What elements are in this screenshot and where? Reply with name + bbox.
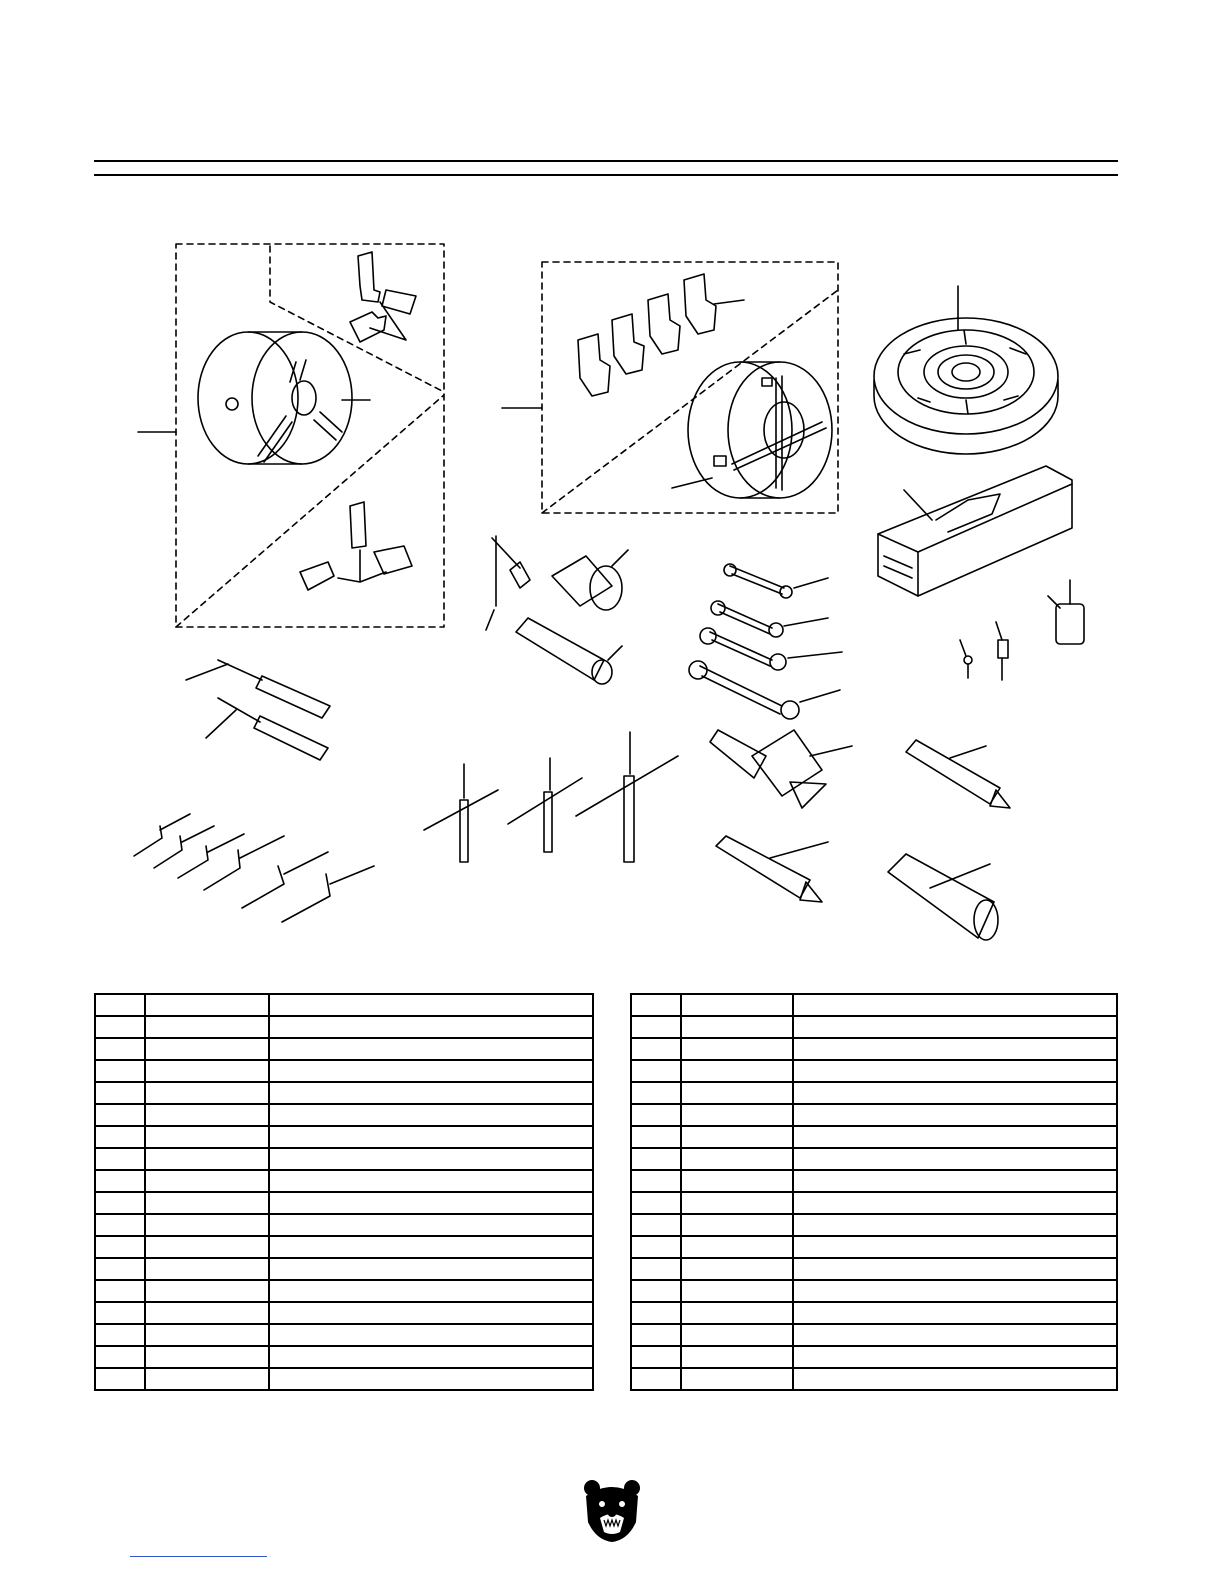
table-cell (631, 1016, 681, 1038)
table-cell (269, 1060, 593, 1082)
table-cell (145, 1148, 269, 1170)
jaws-icon (300, 502, 412, 590)
drill-chuck-icon (552, 550, 628, 610)
table-row (95, 1170, 593, 1192)
table-cell (95, 1016, 145, 1038)
table-row (631, 1280, 1117, 1302)
table-cell (631, 1214, 681, 1236)
table-header-cell (269, 994, 593, 1016)
table-cell (95, 1258, 145, 1280)
table-cell (631, 1060, 681, 1082)
table-cell (631, 1258, 681, 1280)
table-cell (269, 1148, 593, 1170)
dashed-box-3-jaw (176, 244, 444, 627)
table-row (95, 1302, 593, 1324)
table-row (95, 1258, 593, 1280)
table-cell (793, 1082, 1117, 1104)
dashed-divider-4-jaw (542, 290, 838, 513)
sleeve-icon (888, 854, 998, 940)
table-row (631, 1258, 1117, 1280)
table-cell (631, 1082, 681, 1104)
table-cell (269, 1236, 593, 1258)
table-cell (95, 1346, 145, 1368)
bear-logo-icon (580, 1478, 644, 1542)
table-cell (145, 1016, 269, 1038)
table-cell (631, 1324, 681, 1346)
table-cell (95, 1104, 145, 1126)
table-cell (95, 1324, 145, 1346)
table-cell (269, 1104, 593, 1126)
table-row (631, 1104, 1117, 1126)
table-cell (95, 1060, 145, 1082)
table-row (95, 1126, 593, 1148)
table-cell (269, 1192, 593, 1214)
table-cell (793, 1126, 1117, 1148)
table-cell (269, 1368, 593, 1390)
table-row (631, 1324, 1117, 1346)
hex-wrenches-icon (134, 814, 374, 922)
table-row (95, 1082, 593, 1104)
table-cell (145, 1082, 269, 1104)
table-row (631, 1082, 1117, 1104)
table-cell (145, 1170, 269, 1192)
table-row (95, 1236, 593, 1258)
screwdrivers-icon (186, 660, 330, 760)
table-cell (145, 1192, 269, 1214)
table-cell (793, 1104, 1117, 1126)
table-cell (269, 1302, 593, 1324)
table-cell (145, 1258, 269, 1280)
table-cell (269, 1126, 593, 1148)
table-cell (145, 1104, 269, 1126)
table-cell (95, 1126, 145, 1148)
footer-link[interactable] (130, 1556, 267, 1557)
table-cell (95, 1280, 145, 1302)
parts-table-right (630, 993, 1118, 1391)
table-cell (631, 1302, 681, 1324)
table-cell (793, 1148, 1117, 1170)
table-cell (95, 1082, 145, 1104)
reverse-jaws-icon (350, 252, 416, 342)
table-cell (793, 1280, 1117, 1302)
table-cell (681, 1170, 793, 1192)
3-jaw-chuck-group (138, 244, 444, 627)
table-row (631, 1368, 1117, 1390)
table-cell (95, 1192, 145, 1214)
table-row (631, 1126, 1117, 1148)
table-cell (145, 1038, 269, 1060)
table-header-row (95, 994, 593, 1016)
toolbox-icon (878, 466, 1072, 596)
table-cell (95, 1214, 145, 1236)
table-row (631, 1148, 1117, 1170)
arbor-icon (516, 618, 622, 684)
table-cell (793, 1214, 1117, 1236)
3-jaw-chuck-icon (198, 332, 370, 464)
table-cell (631, 1170, 681, 1192)
table-header-cell (95, 994, 145, 1016)
clamp-bolt-icon (996, 622, 1008, 680)
table-cell (631, 1346, 681, 1368)
table-cell (269, 1346, 593, 1368)
table-row (95, 1368, 593, 1390)
table-cell (681, 1368, 793, 1390)
table-cell (681, 1258, 793, 1280)
table-cell (793, 1236, 1117, 1258)
table-header-row (631, 994, 1117, 1016)
parts-table-left (94, 993, 594, 1391)
table-row (631, 1214, 1117, 1236)
table-cell (793, 1258, 1117, 1280)
table-cell (95, 1170, 145, 1192)
chuck-key-icon (486, 536, 530, 630)
table-cell (793, 1060, 1117, 1082)
table-row (631, 1016, 1117, 1038)
table-cell (269, 1324, 593, 1346)
dead-center-icon (906, 740, 1010, 808)
table-cell (269, 1016, 593, 1038)
table-row (95, 1192, 593, 1214)
table-cell (631, 1038, 681, 1060)
table-cell (793, 1016, 1117, 1038)
table-header-cell (145, 994, 269, 1016)
table-cell (681, 1126, 793, 1148)
faceplate-icon (874, 286, 1058, 454)
table-cell (793, 1302, 1117, 1324)
table-cell (145, 1214, 269, 1236)
table-cell (631, 1236, 681, 1258)
table-row (95, 1148, 593, 1170)
table-cell (793, 1038, 1117, 1060)
table-header-cell (631, 994, 681, 1016)
table-row (95, 1104, 593, 1126)
table-cell (95, 1148, 145, 1170)
table-cell (681, 1104, 793, 1126)
table-row (631, 1302, 1117, 1324)
4-jaw-chuck-group (502, 262, 838, 513)
table-row (631, 1236, 1117, 1258)
table-row (95, 1060, 593, 1082)
table-cell (269, 1082, 593, 1104)
table-header-cell (793, 994, 1117, 1016)
table-cell (681, 1148, 793, 1170)
table-cell (681, 1038, 793, 1060)
table-row (95, 1324, 593, 1346)
table-cell (269, 1258, 593, 1280)
table-row (95, 1038, 593, 1060)
table-cell (681, 1060, 793, 1082)
table-cell (681, 1324, 793, 1346)
table-row (631, 1060, 1117, 1082)
table-cell (269, 1038, 593, 1060)
table-cell (793, 1324, 1117, 1346)
table-row (631, 1170, 1117, 1192)
table-cell (631, 1280, 681, 1302)
table-cell (681, 1192, 793, 1214)
table-cell (681, 1236, 793, 1258)
oil-bottle-icon (1048, 580, 1084, 644)
table-row (95, 1214, 593, 1236)
table-cell (145, 1302, 269, 1324)
table-cell (95, 1302, 145, 1324)
table-cell (681, 1082, 793, 1104)
table-cell (95, 1236, 145, 1258)
table-cell (681, 1302, 793, 1324)
table-row (631, 1192, 1117, 1214)
table-cell (793, 1368, 1117, 1390)
table-cell (681, 1280, 793, 1302)
table-cell (145, 1060, 269, 1082)
table-row (631, 1038, 1117, 1060)
table-cell (145, 1368, 269, 1390)
table-cell (681, 1214, 793, 1236)
table-cell (95, 1368, 145, 1390)
table-cell (681, 1346, 793, 1368)
table-cell (793, 1170, 1117, 1192)
live-center-icon (710, 730, 852, 808)
wrenches-icon (689, 564, 842, 719)
table-cell (631, 1148, 681, 1170)
table-cell (631, 1104, 681, 1126)
table-header-cell (681, 994, 793, 1016)
table-cell (631, 1368, 681, 1390)
dead-center-short-icon (716, 836, 828, 902)
table-cell (793, 1346, 1117, 1368)
screw-icon (960, 640, 972, 678)
table-row (95, 1280, 593, 1302)
table-row (631, 1346, 1117, 1368)
table-cell (145, 1346, 269, 1368)
table-cell (145, 1324, 269, 1346)
table-row (95, 1016, 593, 1038)
4-jaw-chuck-icon (672, 362, 832, 498)
table-cell (269, 1214, 593, 1236)
table-row (95, 1346, 593, 1368)
table-cell (95, 1038, 145, 1060)
table-cell (269, 1170, 593, 1192)
4-jaw-set-icon (578, 274, 744, 396)
table-cell (681, 1016, 793, 1038)
dashed-divider-bottom (176, 395, 444, 627)
table-cell (631, 1126, 681, 1148)
table-cell (793, 1192, 1117, 1214)
table-cell (269, 1280, 593, 1302)
table-cell (145, 1236, 269, 1258)
table-cell (631, 1192, 681, 1214)
table-cell (145, 1126, 269, 1148)
t-handle-wrenches-icon (424, 732, 678, 862)
table-cell (145, 1280, 269, 1302)
